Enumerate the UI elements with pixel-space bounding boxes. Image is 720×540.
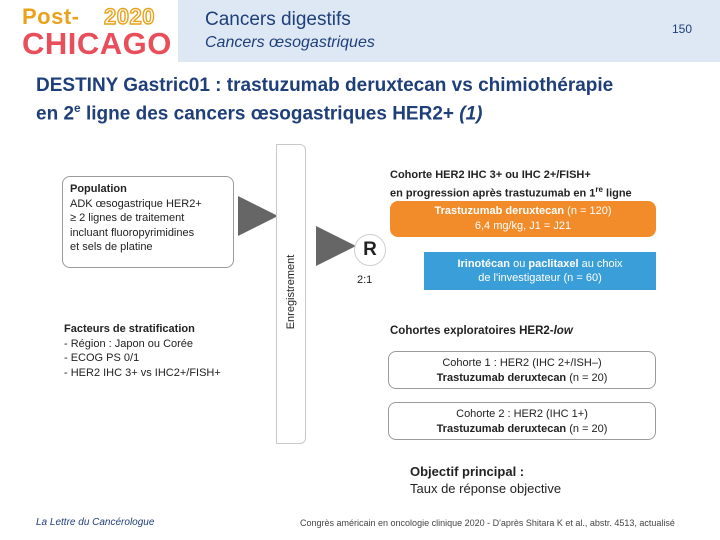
exploratory-heading-em: low — [553, 325, 573, 337]
population-line: ≥ 2 lignes de traitement — [70, 212, 185, 224]
objective-heading: Objectif principal : — [410, 464, 525, 479]
arm-control-drug: Irinotécan — [457, 258, 511, 270]
stratification-line: - Région : Japon ou Corée — [64, 337, 194, 350]
logo-city: CHICAGO — [22, 26, 172, 61]
enrollment-label: Enregistrement — [285, 254, 297, 330]
cohort-2-n: (n = 20) — [566, 423, 608, 435]
stratification-line: - HER2 IHC 3+ vs IHC2+/FISH+ — [64, 366, 221, 379]
arm-experimental-box — [390, 201, 656, 237]
exploratory-heading — [390, 324, 573, 339]
cohort-1-n: (n = 20) — [566, 372, 608, 384]
arm-control-part: ou — [510, 258, 529, 270]
randomization-ratio: 2:1 — [357, 274, 373, 286]
cohort-2-drug: Trastuzumab deruxtecan — [436, 423, 567, 435]
cohort-1-drug: Trastuzumab deruxtecan — [436, 372, 567, 384]
arm-experimental-line1 — [390, 204, 656, 219]
objective — [410, 463, 561, 497]
cohort-sup: re — [595, 184, 603, 194]
cohort-2-line2 — [389, 422, 655, 437]
arm-control-box — [424, 252, 656, 290]
arm-control-part: au choix — [578, 258, 623, 270]
title-ref: (1) — [459, 103, 483, 125]
population-line: ADK œsogastrique HER2+ — [70, 197, 202, 210]
page-number: 150 — [672, 22, 693, 36]
main-cohort-line1: Cohorte HER2 IHC 3+ ou IHC 2+/FISH+ — [390, 169, 591, 181]
arm-experimental-dose: 6,4 mg/kg, J1 = J21 — [474, 220, 572, 232]
logo-year: 2020 — [104, 4, 155, 29]
population-line: et sels de platine — [70, 241, 153, 253]
arm-experimental-n: (n = 120) — [564, 205, 612, 217]
slide-title-line1: DESTINY Gastric01 : trastuzumab deruxtecan vs chimiothérapie — [36, 75, 614, 96]
population-heading: Population — [70, 183, 127, 195]
cohort-1-line2 — [389, 371, 655, 386]
title-sup: e — [74, 101, 81, 115]
title-part: ligne des cancers œsogastriques HER2+ — [80, 103, 460, 125]
arm-control-line2: de l'investigateur (n = 60) — [478, 272, 602, 284]
title-part: en 2 — [36, 103, 75, 125]
cohort-1-line1: Cohorte 1 : HER2 (IHC 2+/ISH–) — [442, 357, 602, 369]
stratification-heading: Facteurs de stratification — [64, 323, 195, 335]
exploratory-heading-text: Cohortes exploratoires HER2- — [390, 325, 554, 337]
logo-prefix: Post- — [22, 4, 80, 29]
footer-left: La Lettre du Cancérologue — [36, 517, 155, 528]
arm-control-drug2: paclitaxel — [528, 258, 579, 270]
exploratory-cohort-1 — [388, 351, 656, 389]
cohort-part: en progression après trastuzumab en 1 — [390, 187, 596, 200]
exploratory-cohort-2 — [388, 402, 656, 440]
main-cohort-line2 — [390, 183, 660, 201]
header-subtitle: Cancers œsogastriques — [205, 34, 375, 51]
population-line: incluant fluoropyrimidines — [70, 226, 195, 239]
stratification-line: - ECOG PS 0/1 — [64, 352, 140, 364]
footer-right: Congrès américain en oncologie clinique 2020 - D'après Shitara K et al., abstr. 4513, actualisé — [300, 518, 675, 528]
arm-experimental-drug: Trastuzumab deruxtecan — [434, 205, 565, 217]
main-cohort-heading — [390, 168, 660, 201]
objective-text: Taux de réponse objective — [410, 481, 562, 496]
cohort-part: ligne — [602, 187, 632, 200]
randomization-circle: R — [354, 234, 386, 266]
arm-control-line1 — [424, 257, 656, 271]
cohort-2-line1: Cohorte 2 : HER2 (IHC 1+) — [456, 408, 588, 420]
header-title: Cancers digestifs — [205, 9, 351, 30]
